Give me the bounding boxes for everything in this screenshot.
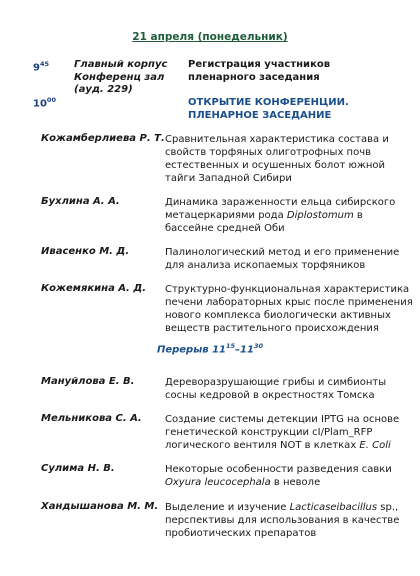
talk-title: Палинологический метод и его применение для анализа ископаемых торфяников — [165, 247, 400, 271]
break-end-minutes: 30 — [253, 342, 264, 350]
break-end-hour: –11 — [235, 344, 254, 356]
talk-title — [165, 413, 413, 452]
break-start-minutes: 15 — [226, 342, 236, 350]
title-italic: Oxyura leucocephala — [165, 477, 271, 488]
title-text: Некоторые особенности разведения савки — [165, 464, 392, 475]
talk-title: Дереворазрушающие грибы и симбионты сосны кедровой в окрестностях Томска — [165, 377, 387, 401]
time-hour: 10 — [33, 98, 47, 110]
title-italic: Diplostomum — [286, 210, 354, 221]
talk-author: Ивасенко М. Д. — [41, 246, 130, 257]
time-hour: 9 — [33, 62, 40, 74]
venue — [74, 59, 184, 97]
time-opening — [33, 96, 56, 109]
title-italic: Lacticaseibacillus — [289, 502, 378, 513]
talk-author: Кожемякина А. Д. — [41, 283, 147, 294]
talk-title: Сравнительная характеристика состава и свойств торфяных олиготрофных почв естественных и осушенных болот южной тайги Западной Сибири — [165, 134, 389, 184]
day-heading: 21 апреля (понедельник) — [132, 31, 288, 43]
talk-title — [165, 196, 413, 235]
title-text: в бассейне средней Оби — [165, 210, 363, 234]
coffee-break — [0, 342, 420, 355]
title-text: sp., перспективы для использования в качестве пробиотических препаратов — [165, 502, 400, 539]
time-registration — [33, 60, 49, 73]
venue-hall: Конференц зал — [74, 71, 165, 83]
opening-event: ОТКРЫТИЕ КОНФЕРЕНЦИИ. ПЛЕНАРНОЕ ЗАСЕДАНИЕ — [188, 97, 349, 121]
talk-author: Мануйлова Е. В. — [41, 376, 135, 387]
talk-author: Хандышанова М. М. — [41, 501, 159, 512]
break-label: Перерыв 11 — [156, 344, 226, 356]
talk-author: Кожамберлиева Р. Т. — [41, 133, 165, 144]
time-minutes: 00 — [46, 96, 56, 104]
talk-author: Мельникова С. А. — [41, 413, 142, 424]
title-italic: E. Coli — [359, 440, 391, 451]
talk-title — [165, 463, 413, 489]
talk-author: Сулима Н. В. — [41, 463, 115, 474]
registration-event: Регистрация участников пленарного заседания — [188, 59, 331, 83]
talk-title: Структурно-функциональная характеристика печени лабораторных крыс после применения нового комплекса биологически активных веществ растительного происхождения — [165, 284, 413, 334]
talk-title — [165, 501, 413, 540]
title-text: Создание системы детекции IPTG на основе генетической конструкции cI/Plam_RFP логического вентиля NOT в клетках — [165, 414, 400, 451]
title-text: Динамика зараженности ельца сибирского метацеркариями рода — [165, 197, 396, 221]
time-minutes: 45 — [39, 60, 50, 68]
venue-room: (ауд. 229) — [74, 84, 133, 95]
title-text: Выделение и изучение — [165, 502, 290, 513]
venue-building: Главный корпус — [74, 59, 168, 70]
title-text: в неволе — [270, 477, 321, 488]
talk-author: Бухлина А. А. — [41, 196, 120, 207]
